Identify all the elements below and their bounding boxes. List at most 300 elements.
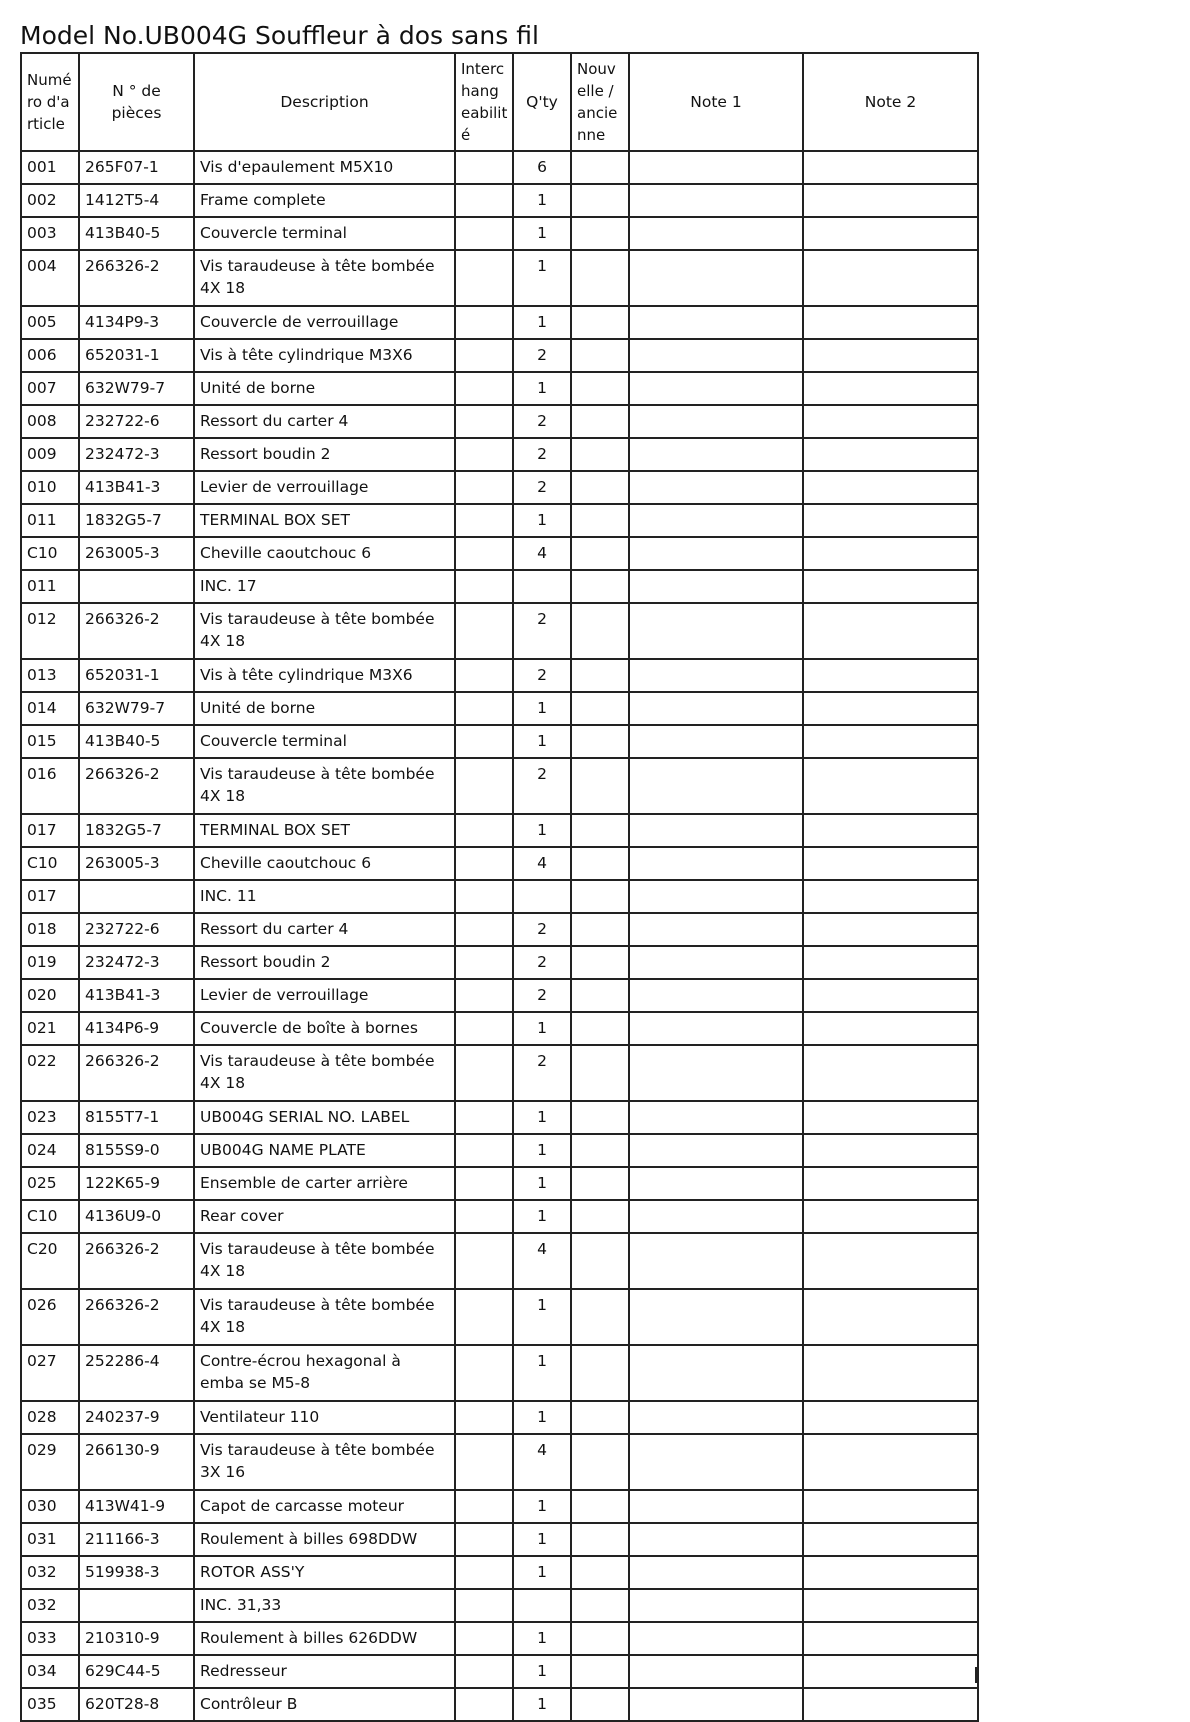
note-2-cell [803,1134,978,1167]
interchangeability-cell [455,659,513,692]
new-old-cell [571,151,629,184]
qty-cell: 2 [513,758,571,814]
table-row [21,603,978,659]
description-cell: TERMINAL BOX SET [194,504,455,537]
interchangeability-cell [455,504,513,537]
note-2-cell [803,151,978,184]
note-1-cell [629,504,803,537]
item-no-cell: 023 [21,1101,79,1134]
new-old-cell [571,1688,629,1721]
new-old-cell [571,306,629,339]
new-old-cell [571,405,629,438]
qty-cell: 1 [513,1556,571,1589]
part-no-cell: 266326-2 [79,1233,194,1289]
interchangeability-cell [455,758,513,814]
parts-table [20,52,979,1722]
part-no-cell: 413W41-9 [79,1490,194,1523]
description-cell: Vis taraudeuse à tête bombée 4X 18 [194,1045,455,1101]
item-no-cell: 001 [21,151,79,184]
part-no-cell: 210310-9 [79,1622,194,1655]
note-2-cell [803,1200,978,1233]
note-2-cell [803,1490,978,1523]
qty-cell: 2 [513,339,571,372]
note-1-cell [629,1688,803,1721]
item-no-cell: 033 [21,1622,79,1655]
description-cell: Roulement à billes 626DDW [194,1622,455,1655]
description-cell: Redresseur [194,1655,455,1688]
new-old-cell [571,339,629,372]
header-new-old: Nouv elle / ancie nne [571,53,629,151]
note-1-cell [629,405,803,438]
table-row [21,1401,978,1434]
qty-cell [513,1589,571,1622]
description-cell: UB004G SERIAL NO. LABEL [194,1101,455,1134]
description-cell: INC. 31,33 [194,1589,455,1622]
qty-cell: 1 [513,1655,571,1688]
part-no-cell: 652031-1 [79,339,194,372]
note-1-cell [629,847,803,880]
note-2-cell [803,1434,978,1490]
new-old-cell [571,814,629,847]
note-1-cell [629,339,803,372]
note-2-cell [803,504,978,537]
note-1-cell [629,1556,803,1589]
item-no-cell: 007 [21,372,79,405]
table-row [21,250,978,306]
interchangeability-cell [455,1167,513,1200]
description-cell: Ventilateur 110 [194,1401,455,1434]
item-no-cell: 011 [21,504,79,537]
part-no-cell: 240237-9 [79,1401,194,1434]
table-row [21,438,978,471]
note-1-cell [629,913,803,946]
note-1-cell [629,814,803,847]
new-old-cell [571,537,629,570]
table-row [21,1490,978,1523]
item-no-cell: 016 [21,758,79,814]
table-continuation [20,1667,977,1683]
item-no-cell: 015 [21,725,79,758]
item-no-cell: C20 [21,1233,79,1289]
note-1-cell [629,1523,803,1556]
interchangeability-cell [455,1101,513,1134]
interchangeability-cell [455,1345,513,1401]
note-2-cell [803,692,978,725]
table-row [21,372,978,405]
header-interchangeability: Interc hang eabilit é [455,53,513,151]
description-cell: Ressort du carter 4 [194,913,455,946]
note-2-cell [803,1523,978,1556]
description-cell: Capot de carcasse moteur [194,1490,455,1523]
qty-cell: 6 [513,151,571,184]
note-1-cell [629,1101,803,1134]
part-no-cell: 652031-1 [79,659,194,692]
item-no-cell: 003 [21,217,79,250]
qty-cell: 1 [513,372,571,405]
note-1-cell [629,659,803,692]
note-2-cell [803,1012,978,1045]
new-old-cell [571,1167,629,1200]
description-cell: Vis taraudeuse à tête bombée 4X 18 [194,758,455,814]
part-no-cell: 232722-6 [79,405,194,438]
new-old-cell [571,1622,629,1655]
part-no-cell: 265F07-1 [79,151,194,184]
table-row [21,1434,978,1490]
new-old-cell [571,1134,629,1167]
qty-cell: 1 [513,1012,571,1045]
parts-table-body [21,151,978,1721]
table-row [21,979,978,1012]
note-2-cell [803,979,978,1012]
new-old-cell [571,1490,629,1523]
qty-cell: 1 [513,306,571,339]
part-no-cell: 266326-2 [79,1289,194,1345]
qty-cell: 4 [513,1434,571,1490]
part-no-cell: 211166-3 [79,1523,194,1556]
qty-cell: 4 [513,847,571,880]
description-cell: Vis taraudeuse à tête bombée 4X 18 [194,603,455,659]
table-row [21,471,978,504]
item-no-cell: 020 [21,979,79,1012]
note-2-cell [803,217,978,250]
item-no-cell: C10 [21,847,79,880]
new-old-cell [571,1434,629,1490]
description-cell: Cheville caoutchouc 6 [194,537,455,570]
description-cell: Contrôleur B [194,1688,455,1721]
description-cell: Couvercle de verrouillage [194,306,455,339]
note-1-cell [629,1233,803,1289]
note-1-cell [629,570,803,603]
table-row [21,1556,978,1589]
note-1-cell [629,603,803,659]
table-row [21,306,978,339]
item-no-cell: 027 [21,1345,79,1401]
table-row [21,1523,978,1556]
item-no-cell: 018 [21,913,79,946]
table-row [21,217,978,250]
new-old-cell [571,184,629,217]
item-no-cell: 024 [21,1134,79,1167]
qty-cell: 1 [513,1345,571,1401]
interchangeability-cell [455,880,513,913]
item-no-cell: 022 [21,1045,79,1101]
item-no-cell: 004 [21,250,79,306]
qty-cell: 4 [513,1233,571,1289]
note-1-cell [629,1345,803,1401]
qty-cell: 1 [513,1200,571,1233]
table-row [21,1012,978,1045]
note-2-cell [803,758,978,814]
table-row [21,814,978,847]
item-no-cell: 002 [21,184,79,217]
description-cell: Couvercle terminal [194,725,455,758]
interchangeability-cell [455,250,513,306]
note-2-cell [803,405,978,438]
interchangeability-cell [455,217,513,250]
interchangeability-cell [455,1045,513,1101]
item-no-cell: 032 [21,1556,79,1589]
interchangeability-cell [455,438,513,471]
note-1-cell [629,372,803,405]
new-old-cell [571,504,629,537]
item-no-cell: 013 [21,659,79,692]
interchangeability-cell [455,151,513,184]
new-old-cell [571,1101,629,1134]
part-no-cell: 266326-2 [79,250,194,306]
description-cell: Vis d'epaulement M5X10 [194,151,455,184]
table-row [21,1101,978,1134]
table-row [21,1289,978,1345]
description-cell: Levier de verrouillage [194,979,455,1012]
interchangeability-cell [455,1134,513,1167]
new-old-cell [571,913,629,946]
item-no-cell: 019 [21,946,79,979]
description-cell: Vis à tête cylindrique M3X6 [194,659,455,692]
note-1-cell [629,438,803,471]
part-no-cell: 1412T5-4 [79,184,194,217]
interchangeability-cell [455,1523,513,1556]
header-item-no: Numé ro d'a rticle [21,53,79,151]
table-row [21,880,978,913]
new-old-cell [571,1345,629,1401]
table-row [21,659,978,692]
description-cell: Vis taraudeuse à tête bombée 4X 18 [194,1233,455,1289]
qty-cell: 2 [513,438,571,471]
note-2-cell [803,725,978,758]
item-no-cell: 032 [21,1589,79,1622]
qty-cell: 2 [513,405,571,438]
part-no-cell: 519938-3 [79,1556,194,1589]
interchangeability-cell [455,537,513,570]
description-cell: Ressort boudin 2 [194,438,455,471]
interchangeability-cell [455,725,513,758]
table-row [21,1622,978,1655]
note-1-cell [629,537,803,570]
note-2-cell [803,1345,978,1401]
item-no-cell: 028 [21,1401,79,1434]
item-no-cell: 030 [21,1490,79,1523]
table-row [21,1233,978,1289]
item-no-cell: 010 [21,471,79,504]
qty-cell: 2 [513,913,571,946]
note-2-cell [803,1589,978,1622]
item-no-cell: 005 [21,306,79,339]
interchangeability-cell [455,1622,513,1655]
new-old-cell [571,250,629,306]
qty-cell: 2 [513,946,571,979]
note-2-cell [803,306,978,339]
description-cell: Ressort boudin 2 [194,946,455,979]
table-row [21,946,978,979]
description-cell: Ressort du carter 4 [194,405,455,438]
qty-cell: 2 [513,979,571,1012]
part-no-cell: 413B41-3 [79,979,194,1012]
description-cell: Vis taraudeuse à tête bombée 3X 16 [194,1434,455,1490]
description-cell: Roulement à billes 698DDW [194,1523,455,1556]
interchangeability-cell [455,1233,513,1289]
interchangeability-cell [455,913,513,946]
part-no-cell: 8155S9-0 [79,1134,194,1167]
note-1-cell [629,1401,803,1434]
qty-cell: 2 [513,1045,571,1101]
interchangeability-cell [455,405,513,438]
note-1-cell [629,1167,803,1200]
note-2-cell [803,1101,978,1134]
interchangeability-cell [455,1434,513,1490]
table-row [21,1688,978,1721]
qty-cell: 1 [513,1101,571,1134]
qty-cell: 1 [513,814,571,847]
interchangeability-cell [455,1688,513,1721]
new-old-cell [571,570,629,603]
item-no-cell: 017 [21,814,79,847]
new-old-cell [571,725,629,758]
table-row [21,151,978,184]
note-1-cell [629,725,803,758]
item-no-cell: 029 [21,1434,79,1490]
item-no-cell: 035 [21,1688,79,1721]
new-old-cell [571,880,629,913]
description-cell: Couvercle terminal [194,217,455,250]
new-old-cell [571,1556,629,1589]
part-no-cell: 266326-2 [79,603,194,659]
part-no-cell: 122K65-9 [79,1167,194,1200]
qty-cell: 1 [513,1523,571,1556]
description-cell: Frame complete [194,184,455,217]
part-no-cell: 620T28-8 [79,1688,194,1721]
table-row [21,1167,978,1200]
part-no-cell: 8155T7-1 [79,1101,194,1134]
interchangeability-cell [455,570,513,603]
interchangeability-cell [455,372,513,405]
qty-cell [513,570,571,603]
qty-cell: 1 [513,725,571,758]
item-no-cell: 034 [21,1655,79,1688]
note-2-cell [803,603,978,659]
note-2-cell [803,1401,978,1434]
new-old-cell [571,1523,629,1556]
page-title: Model No.UB004G Souffleur à dos sans fil [20,21,539,50]
note-1-cell [629,1289,803,1345]
part-no-cell: 252286-4 [79,1345,194,1401]
note-2-cell [803,250,978,306]
item-no-cell: 017 [21,880,79,913]
item-no-cell: 031 [21,1523,79,1556]
note-2-cell [803,184,978,217]
description-cell: Unité de borne [194,692,455,725]
description-cell: Levier de verrouillage [194,471,455,504]
part-no-cell [79,1589,194,1622]
interchangeability-cell [455,692,513,725]
note-2-cell [803,659,978,692]
interchangeability-cell [455,603,513,659]
note-1-cell [629,151,803,184]
new-old-cell [571,1233,629,1289]
interchangeability-cell [455,814,513,847]
description-cell: TERMINAL BOX SET [194,814,455,847]
note-2-cell [803,339,978,372]
note-1-cell [629,306,803,339]
new-old-cell [571,1012,629,1045]
description-cell: INC. 17 [194,570,455,603]
interchangeability-cell [455,1289,513,1345]
header-note-1: Note 1 [629,53,803,151]
new-old-cell [571,946,629,979]
description-cell: Cheville caoutchouc 6 [194,847,455,880]
interchangeability-cell [455,1200,513,1233]
description-cell: Couvercle de boîte à bornes [194,1012,455,1045]
note-2-cell [803,814,978,847]
interchangeability-cell [455,1589,513,1622]
table-row [21,725,978,758]
part-no-cell: 266326-2 [79,758,194,814]
note-1-cell [629,1045,803,1101]
part-no-cell: 413B40-5 [79,217,194,250]
table-row [21,184,978,217]
header-note-2: Note 2 [803,53,978,151]
new-old-cell [571,372,629,405]
qty-cell: 1 [513,1622,571,1655]
note-1-cell [629,1589,803,1622]
table-row [21,692,978,725]
part-no-cell [79,880,194,913]
item-no-cell: 026 [21,1289,79,1345]
item-no-cell: 014 [21,692,79,725]
note-1-cell [629,1012,803,1045]
qty-cell: 2 [513,471,571,504]
note-2-cell [803,880,978,913]
description-cell: INC. 11 [194,880,455,913]
part-no-cell: 263005-3 [79,537,194,570]
note-2-cell [803,537,978,570]
qty-cell: 2 [513,603,571,659]
item-no-cell: C10 [21,1200,79,1233]
new-old-cell [571,1289,629,1345]
note-1-cell [629,471,803,504]
part-no-cell: 629C44-5 [79,1655,194,1688]
new-old-cell [571,1045,629,1101]
qty-cell: 4 [513,537,571,570]
new-old-cell [571,979,629,1012]
part-no-cell: 4136U9-0 [79,1200,194,1233]
interchangeability-cell [455,471,513,504]
item-no-cell: 012 [21,603,79,659]
header-part-no: N ° de pièces [79,53,194,151]
table-row [21,1200,978,1233]
header-description: Description [194,53,455,151]
note-2-cell [803,372,978,405]
note-1-cell [629,758,803,814]
note-1-cell [629,979,803,1012]
note-2-cell [803,1289,978,1345]
part-no-cell: 1832G5-7 [79,504,194,537]
table-header-row [21,53,978,151]
new-old-cell [571,1200,629,1233]
part-no-cell: 632W79-7 [79,692,194,725]
description-cell: UB004G NAME PLATE [194,1134,455,1167]
new-old-cell [571,471,629,504]
description-cell: Rear cover [194,1200,455,1233]
part-no-cell: 232722-6 [79,913,194,946]
part-no-cell: 1832G5-7 [79,814,194,847]
note-2-cell [803,1167,978,1200]
part-no-cell: 266326-2 [79,1045,194,1101]
description-cell: Vis taraudeuse à tête bombée 4X 18 [194,1289,455,1345]
part-no-cell: 632W79-7 [79,372,194,405]
item-no-cell: 009 [21,438,79,471]
qty-cell: 1 [513,1401,571,1434]
note-2-cell [803,570,978,603]
